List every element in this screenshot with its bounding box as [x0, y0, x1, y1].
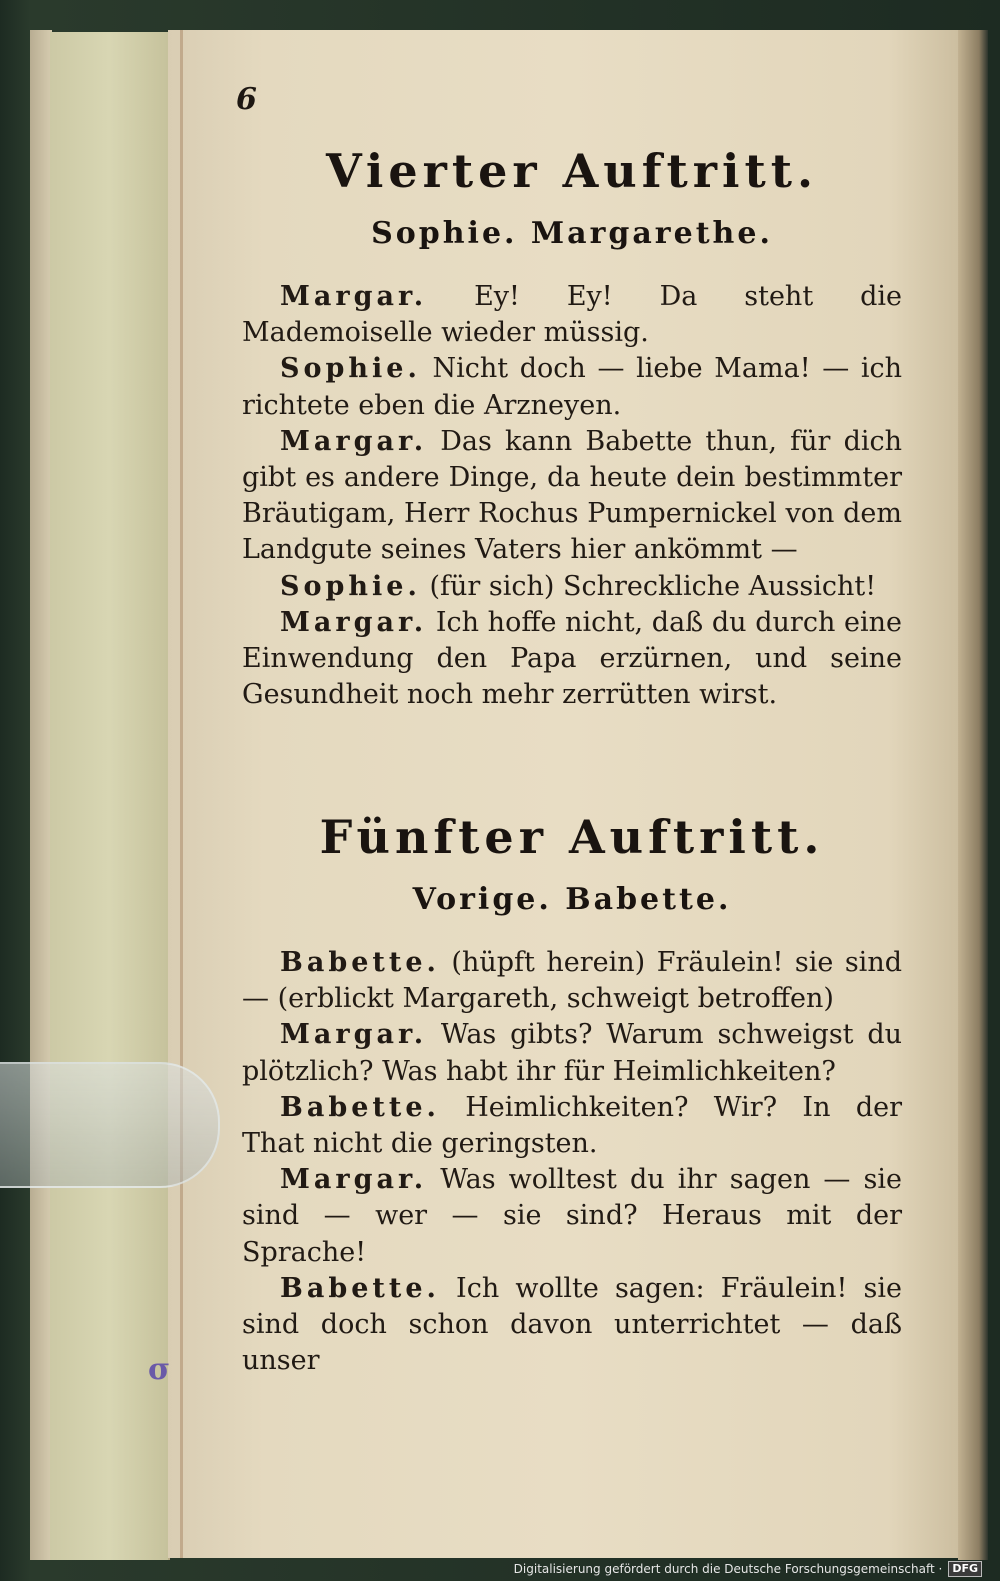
scene-vierter-auftritt — [242, 144, 902, 713]
page-right-edge — [958, 30, 988, 1560]
speaker-name: Margar. — [280, 606, 428, 638]
page-tab-strip — [50, 32, 170, 1560]
dialogue-line — [242, 1017, 902, 1089]
scene-cast: Sophie. Margarethe. — [371, 216, 773, 251]
dialogue-line — [242, 1162, 902, 1271]
dialogue-line — [242, 1090, 902, 1162]
dialogue-line — [242, 1271, 902, 1380]
page-number: 6 — [236, 82, 257, 117]
speaker-name: Babette. — [280, 947, 440, 978]
dialogue-text: (hüpft herein) Fräulein! sie sind — (erblickt Margareth, schweigt betroffen) — [242, 947, 902, 1015]
dialogue-line — [242, 351, 902, 423]
footer-credit: Digitalisierung gefördert durch die Deutsche Forschungsgemeinschaft · — [513, 1562, 943, 1576]
speaker-name: Babette. — [280, 1272, 440, 1304]
speaker-name: Margar. — [280, 425, 428, 457]
glass-weight — [0, 1062, 220, 1188]
speaker-name: Margar. — [280, 1019, 428, 1051]
dialogue-text: Ey! Ey! Da steht die Mademoiselle wieder müssig. — [242, 281, 902, 349]
dialogue-text: Das kann Babette thun, für dich gibt es andere Dinge, da heute dein bestimmter Bräutigam, Herr Rochus Pumpernickel von dem Landgute seines Vaters hier ankömmt — — [242, 425, 902, 566]
scene-fuenfter-auftritt — [242, 810, 902, 1379]
dialogue-line — [242, 424, 902, 569]
speaker-name: Margar. — [280, 281, 428, 312]
dialogue-text: Was wolltest du ihr sagen — sie sind — wer — sie sind? Heraus mit der Sprache! — [242, 1164, 902, 1268]
digitization-footer — [514, 1561, 982, 1577]
scene-cast: Vorige. Babette. — [412, 882, 732, 917]
speaker-name: Sophie. — [280, 570, 421, 602]
dialogue-text: Nicht doch — liebe Mama! — ich richtete eben die Arzneyen. — [242, 353, 902, 421]
book-cover-edge — [30, 30, 52, 1560]
scene-title: Fünfter Auftritt. — [319, 810, 825, 864]
speaker-name: Sophie. — [280, 353, 421, 385]
dialogue-text: Heimlichkeiten? Wir? In der That nicht die geringsten. — [242, 1091, 902, 1160]
dialogue-text: (für sich) Schreckliche Aussicht! — [420, 570, 877, 602]
dialogue-line — [242, 945, 902, 1017]
dfg-logo: DFG — [948, 1561, 982, 1577]
dialogue-line — [242, 279, 902, 351]
speaker-name: Margar. — [280, 1164, 428, 1196]
dialogue-text: Ich hoffe nicht, daß du durch eine Einwendung den Papa erzürnen, und seine Gesundheit noch mehr zerrütten wirst. — [242, 606, 902, 711]
speaker-name: Babette. — [280, 1091, 440, 1123]
dialogue-line — [242, 569, 902, 605]
page-gutter — [180, 30, 183, 1558]
dialogue-text: Was gibts? Warum schweigst du plötzlich? Was habt ihr für Heimlichkeiten? — [242, 1019, 902, 1087]
dialogue-line — [242, 605, 902, 714]
scene-title: Vierter Auftritt. — [325, 144, 818, 198]
ink-mark: σ — [148, 1352, 171, 1387]
dialogue-text: Ich wollte sagen: Fräulein! sie sind doch schon davon unterrichtet — daß unser — [242, 1272, 902, 1377]
